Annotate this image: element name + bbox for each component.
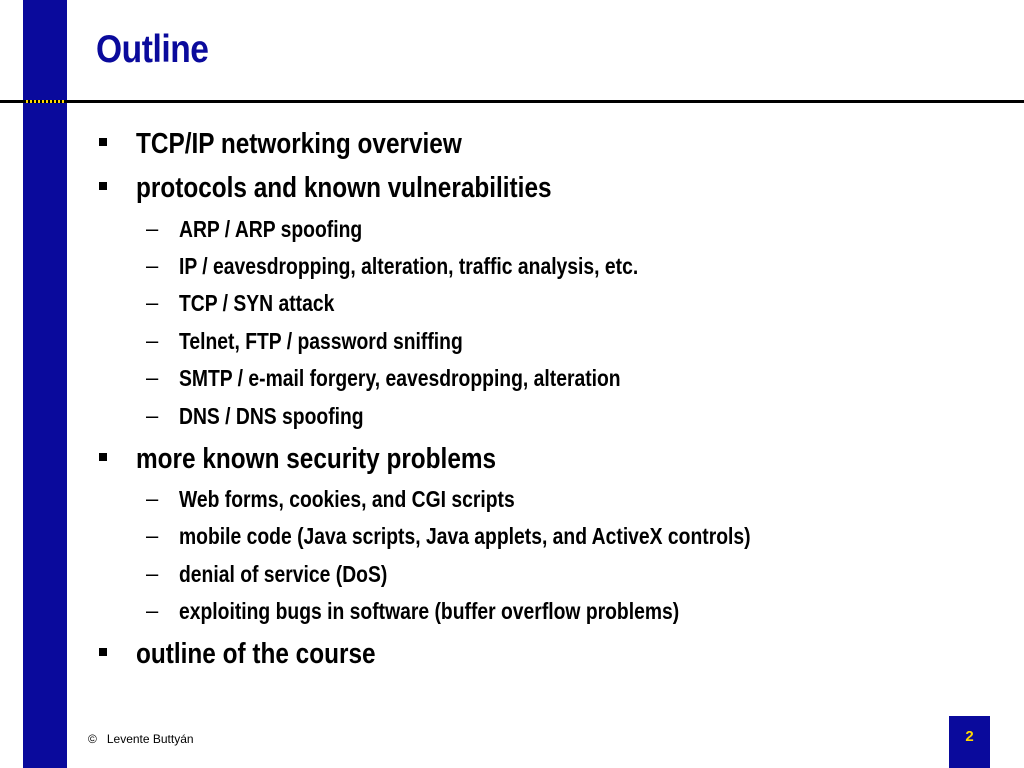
left-accent-bar <box>23 0 67 768</box>
sub-bullet-text: DNS / DNS spoofing <box>179 403 364 429</box>
sub-bullet-text: ARP / ARP spoofing <box>179 216 363 242</box>
dash-bullet-icon: – <box>146 523 159 548</box>
bullet-text: TCP/IP networking overview <box>136 128 462 160</box>
slide-title: Outline <box>96 28 209 71</box>
dash-bullet-icon: – <box>146 561 159 586</box>
footer-author: Levente Buttyán <box>106 732 194 746</box>
page-number: 2 <box>965 728 974 745</box>
dash-bullet-icon: – <box>146 328 159 353</box>
square-bullet-icon <box>99 453 107 461</box>
square-bullet-icon <box>99 648 107 656</box>
footer-copyright <box>88 732 194 746</box>
sub-bullet-text: exploiting bugs in software (buffer overflow problems) <box>179 598 680 624</box>
page-number-box <box>949 716 990 768</box>
sub-bullet-text: SMTP / e-mail forgery, eavesdropping, alteration <box>179 365 621 391</box>
dash-bullet-icon: – <box>146 486 159 511</box>
sub-bullet-text: mobile code (Java scripts, Java applets, and ActiveX controls) <box>179 523 751 549</box>
bullet-text: more known security problems <box>136 443 497 475</box>
bullet-text: outline of the course <box>136 638 376 670</box>
dash-bullet-icon: – <box>146 290 159 315</box>
copyright-symbol: © <box>88 732 97 746</box>
sub-bullet-text: IP / eavesdropping, alteration, traffic analysis, etc. <box>179 253 639 279</box>
dash-bullet-icon: – <box>146 403 159 428</box>
square-bullet-icon <box>99 138 107 146</box>
square-bullet-icon <box>99 182 107 190</box>
sub-bullet-text: denial of service (DoS) <box>179 561 388 587</box>
bullet-text: protocols and known vulnerabilities <box>136 172 552 204</box>
sub-bullet-text: Web forms, cookies, and CGI scripts <box>179 486 515 512</box>
sub-bullet-text: Telnet, FTP / password sniffing <box>179 328 463 354</box>
dash-bullet-icon: – <box>146 598 159 623</box>
divider-dotted-accent <box>26 100 66 103</box>
dash-bullet-icon: – <box>146 365 159 390</box>
title-divider <box>0 100 1024 103</box>
dash-bullet-icon: – <box>146 216 159 241</box>
sub-bullet-text: TCP / SYN attack <box>179 290 335 316</box>
dash-bullet-icon: – <box>146 253 159 278</box>
